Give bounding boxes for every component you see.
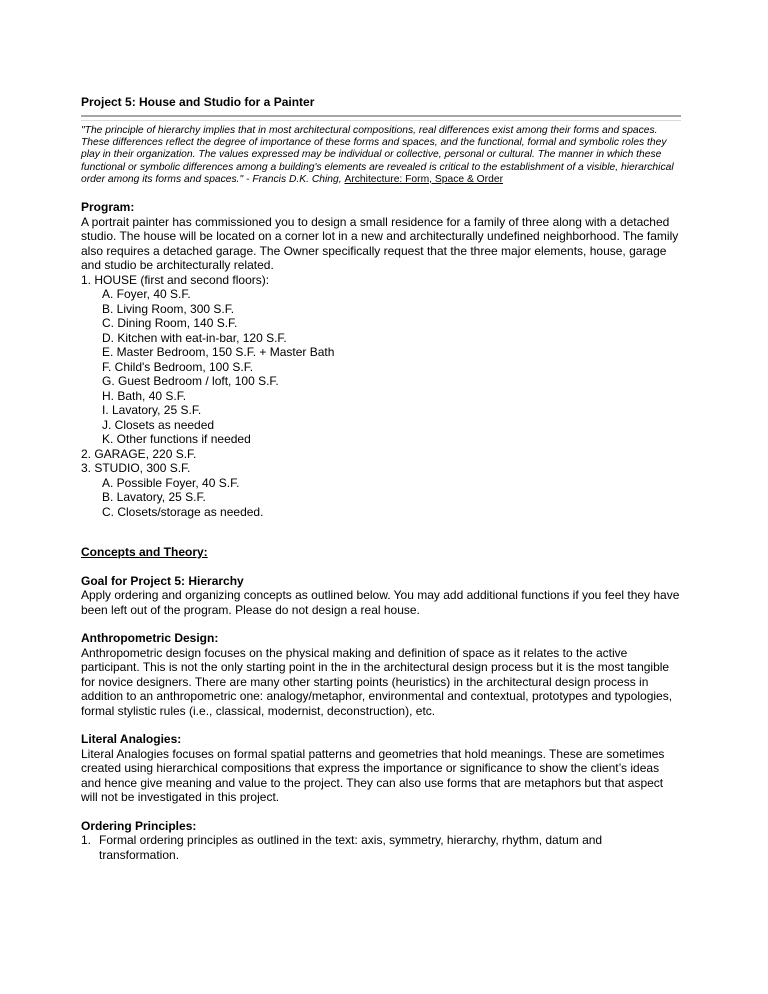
title-divider <box>81 115 681 121</box>
program-list-item: G. Guest Bedroom / loft, 100 S.F. <box>102 374 279 389</box>
program-list-item: F. Child's Bedroom, 100 S.F. <box>102 359 254 374</box>
quote-text: "The principle of hierarchy implies that in most architectural compositions, real differences exist among their forms and spaces. These differences reflect the degree of importance of these forms and spaces, and the functional, formal and symbolic roles they play in their organization. The values expressed may be individual or collective, personal or cultural. The manner in which these functional or symbolic differences among a building's elements are revealed is critical to the establishment of a visible, hierarchical order among its forms and spaces." - Francis D.K. Ching, <box>81 125 674 185</box>
goal-text: Apply ordering and organizing concepts as outlined below. You may add additional functions if you feel they have been left out of the program. Please do not design a real house. <box>81 588 680 617</box>
ordering-list-item <box>81 833 681 862</box>
literal-analogies-text: Literal Analogies focuses on formal spatial patterns and geometries that hold meanings. These are sometimes created using hierarchical compositions that express the importance or significance to show the client’s ideas and hence give meaning and value to the project. They can also use forms that are metaphors but that aspect will not be investigated in this project. <box>81 746 665 805</box>
program-text: A portrait painter has commissioned you to design a small residence for a family of three along with a detached studio. The house will be located on a corner lot in a new and architecturally undefined neighborhood. The family also requires a detached garage. The Owner specifically request that the three major elements, house, garage and studio be architecturally related. <box>81 214 679 273</box>
program-list <box>81 273 681 520</box>
ordering-principles-heading: Ordering Principles: <box>81 818 197 833</box>
program-list-item: I. Lavatory, 25 S.F. <box>102 403 202 418</box>
program-list-item: 3. STUDIO, 300 S.F. <box>81 461 191 476</box>
program-list-item: J. Closets as needed <box>102 417 215 432</box>
anthropometric-heading: Anthropometric Design: <box>81 631 219 646</box>
anthropometric-text: Anthropometric design focuses on the physical making and definition of space as it relates to the active participant. This is not the only starting point in the in the architectural design process but it is the most tangible for novice designers. There are many other starting points (heuristics) in the architectural design process in addition to an anthropometric one: analogy/metaphor, environmental and contextual, prototypes and typologies, formal stylistic rules (i.e., classical, modernist, deconstruction), etc. <box>81 645 673 718</box>
goal-heading: Goal for Project 5: Hierarchy <box>81 573 244 588</box>
program-list-item: B. Living Room, 300 S.F. <box>102 301 235 316</box>
program-list-item: E. Master Bedroom, 150 S.F. + Master Bath <box>102 345 335 360</box>
program-list-item: B. Lavatory, 25 S.F. <box>102 490 206 505</box>
document-page <box>81 95 681 862</box>
program-list-item: D. Kitchen with eat-in-bar, 120 S.F. <box>102 330 287 345</box>
concepts-heading: Concepts and Theory: <box>81 545 208 560</box>
program-list-item: H. Bath, 40 S.F. <box>102 388 187 403</box>
program-list-item: 1. HOUSE (first and second floors): <box>81 272 270 287</box>
program-list-item: A. Foyer, 40 S.F. <box>102 287 191 302</box>
page-title: Project 5: House and Studio for a Painter <box>81 95 315 109</box>
program-list-item: K. Other functions if needed <box>102 432 251 447</box>
program-list-item: C. Dining Room, 140 S.F. <box>102 316 238 331</box>
epigraph-quote <box>81 125 681 186</box>
quote-source: Architecture: Form, Space & Order <box>344 173 503 185</box>
ordering-principles-list <box>81 833 681 862</box>
program-list-item: 2. GARAGE, 220 S.F. <box>81 446 197 461</box>
ordering-item-number: 1. <box>81 833 92 848</box>
program-heading: Program: <box>81 200 135 215</box>
ordering-item-text: Formal ordering principles as outlined in the text: axis, symmetry, hierarchy, rhythm, datum and transformation. <box>99 833 603 862</box>
program-list-item: A. Possible Foyer, 40 S.F. <box>102 475 240 490</box>
literal-analogies-heading: Literal Analogies: <box>81 732 182 747</box>
program-list-item: C. Closets/storage as needed. <box>102 504 264 519</box>
